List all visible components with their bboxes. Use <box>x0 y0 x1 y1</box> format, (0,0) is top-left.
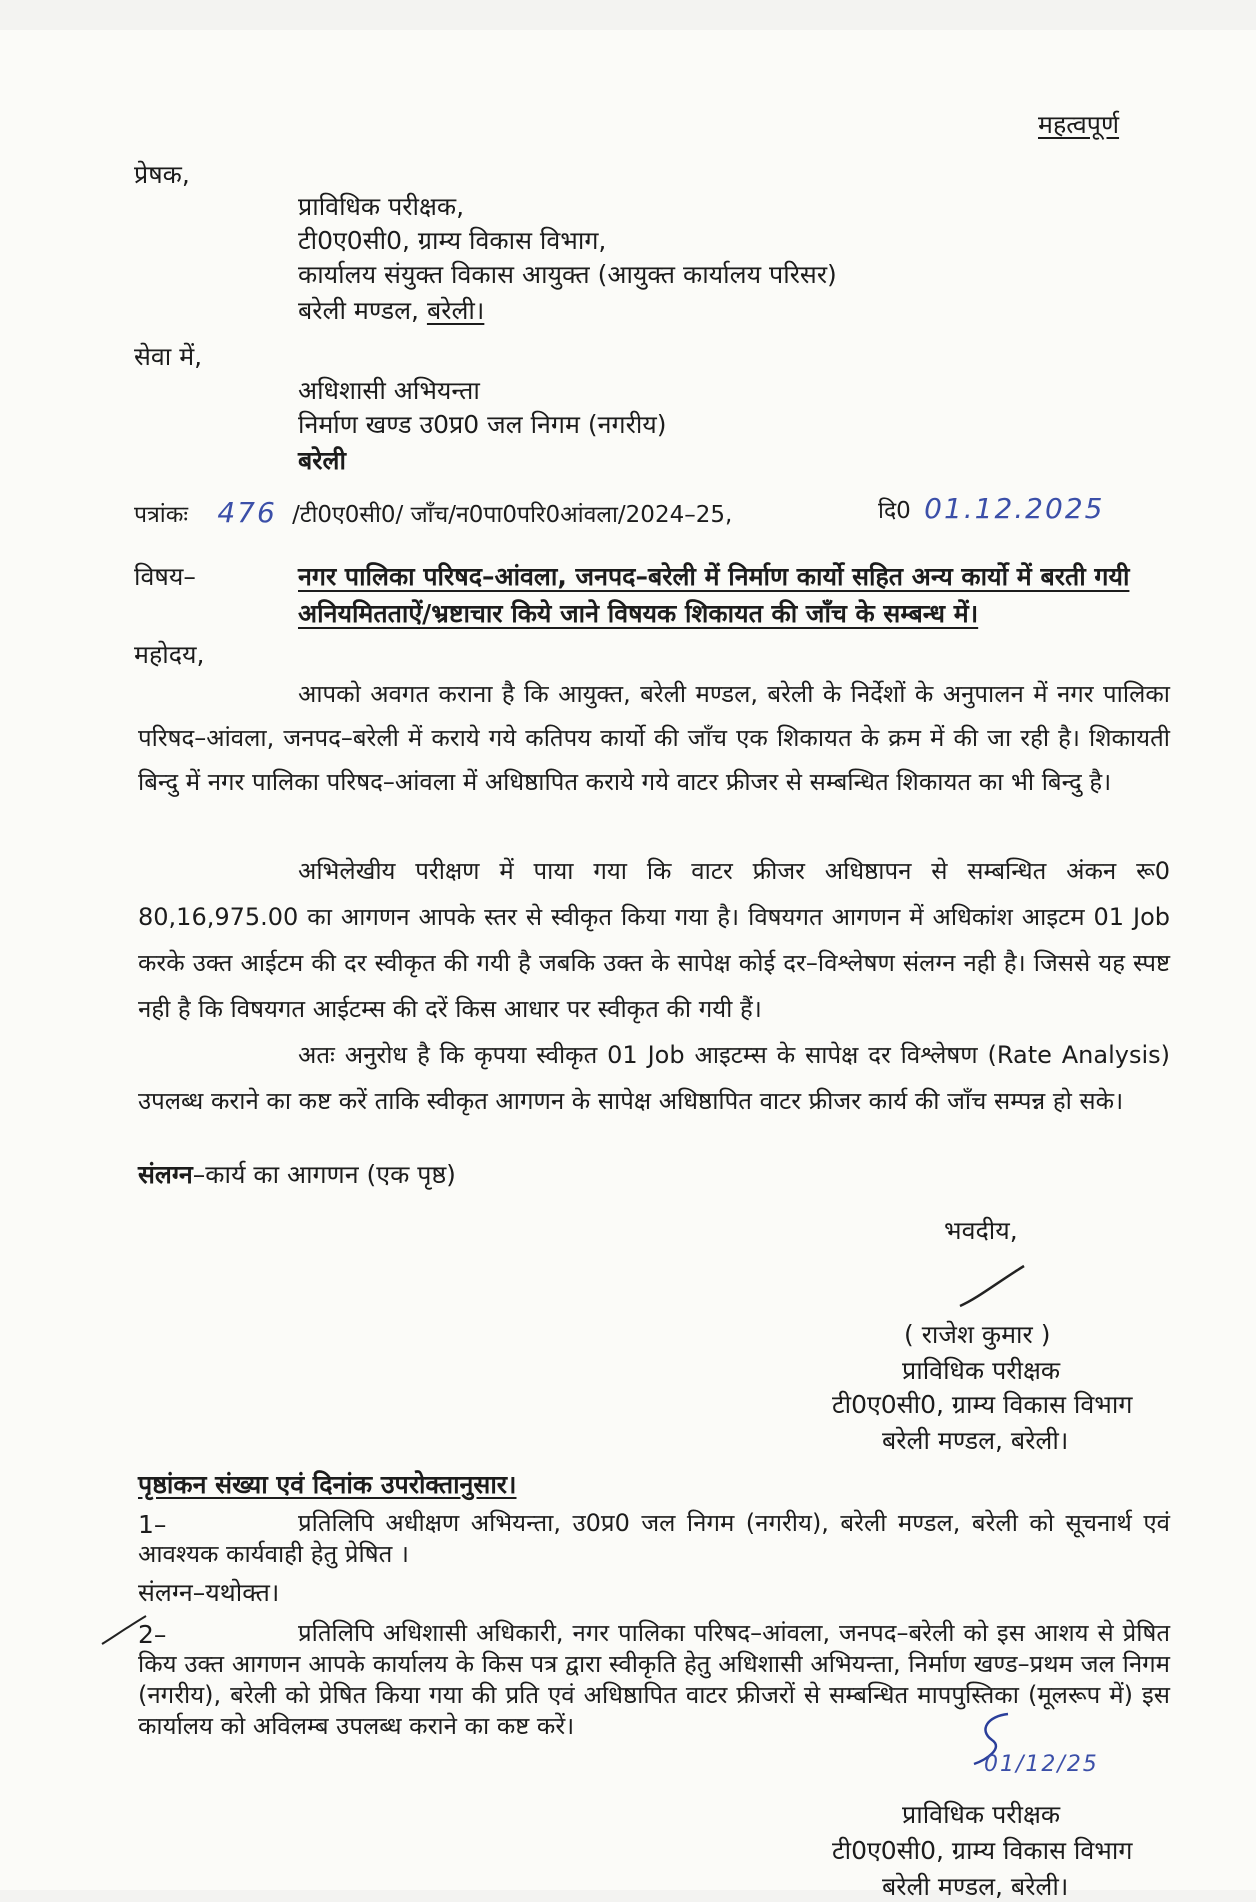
date-label: दि0 <box>878 498 911 524</box>
endorsement-text-2: प्रतिलिपि अधिशासी अधिकारी, नगर पालिका परिषद–आंवला, जनपद–बरेली को इस आशय से प्रेषित किय उक्त आगणन आपके कार्यालय के किस पत्र द्वारा स्वीकृति हेतु अधिशासी अभियन्ता, निर्माण खण्ड–प्रथम जल निगम (नगरीय), बरेली को प्रेषित किया गया की प्रति एवं अधिष्ठापित वाटर फ्रीजरों से सम्बन्धित मापपुस्तिका (मूलरूप में) इस कार्यालय को अविलम्ब उपलब्ध कराने का कष्ट करें। <box>138 1619 1170 1740</box>
letter-page <box>0 30 1256 1901</box>
importance-label: महत्वपूर्ण <box>1038 110 1120 139</box>
reference-label: पत्रांकः <box>134 502 189 528</box>
body-paragraph-3: अतः अनुरोध है कि कृपया स्वीकृत 01 Job आइटम्स के सापेक्ष दर विश्लेषण (Rate Analysis) उपलब्ध कराने का कष्ट करें ताकि स्वीकृत आगणन के सापेक्ष अधिष्ठापित वाटर फ्रीजर कार्य की जाँच सम्पन्न हो सके। <box>138 1041 1170 1115</box>
signature-mark <box>958 1262 1028 1312</box>
signatory-designation: प्राविधिक परीक्षक <box>902 1356 1061 1385</box>
sender-line-3: कार्यालय संयुक्त विकास आयुक्त (आयुक्त कार्यालय परिसर) <box>298 260 837 289</box>
endorsement-text-1: प्रतिलिपि अधीक्षण अभियन्ता, उ0प्र0 जल निगम (नगरीय), बरेली मण्डल, बरेली को सूचनार्थ एवं आवश्यक कार्यवाही हेतु प्रेषित । <box>138 1509 1170 1568</box>
signatory-place: बरेली मण्डल, बरेली। <box>882 1426 1069 1455</box>
signatory-department: टी0ए0सी0, ग्राम्य विकास विभाग <box>832 1390 1133 1419</box>
recipient-label: सेवा में, <box>134 342 203 371</box>
endorsement-number-1: 1– <box>138 1510 167 1539</box>
date-line <box>878 494 1104 526</box>
sender-label: प्रेषक, <box>134 160 190 189</box>
enclosure-line <box>138 1160 456 1190</box>
subject-label: विषय– <box>134 562 196 591</box>
sender-division: बरेली मण्डल, <box>298 296 419 325</box>
enclosure-label: संलग्न <box>138 1160 193 1189</box>
salutation: महोदय, <box>134 640 205 669</box>
endorsement-heading: पृष्ठांकन संख्या एवं दिनांक उपरोक्तानुसार। <box>138 1470 517 1499</box>
recipient-line-3: बरेली <box>298 446 346 475</box>
sender-city: बरेली। <box>426 296 485 325</box>
closing: भवदीय, <box>944 1216 1018 1245</box>
sender-line-4 <box>298 296 484 326</box>
signatory-name: ( राजेश कुमार ) <box>904 1320 1051 1349</box>
endorsement-attachment-1: संलग्न–यथोक्त। <box>138 1578 280 1607</box>
initials-date: 01/12/25 <box>984 1752 1099 1777</box>
sender-line-1: प्राविधिक परीक्षक, <box>298 192 465 221</box>
recipient-line-1: अधिशासी अभियन्ता <box>298 376 480 405</box>
subject-line-2: अनियमितताऐं/भ्रष्टाचार किये जाने विषयक शिकायत की जाँच के सम्बन्ध में। <box>298 599 979 628</box>
endorsement-number-2: 2– <box>138 1620 167 1649</box>
endorsement-place: बरेली मण्डल, बरेली। <box>882 1872 1069 1901</box>
sender-line-2: टी0ए0सी0, ग्राम्य विकास विभाग, <box>298 226 607 255</box>
body-paragraph-1: आपको अवगत कराना है कि आयुक्त, बरेली मण्डल, बरेली के निर्देशों के अनुपालन में नगर पालिका परिषद–आंवला, जनपद–बरेली में कराये गये कतिपय कार्यो की जाँच एक शिकायत के क्रम में की जा रही है। शिकायती बिन्दु में नगर पालिका परिषद–आंवला में अधिष्ठापित कराये गये वाटर फ्रीजर से सम्बन्धित शिकायत का भी बिन्दु है। <box>138 680 1170 796</box>
recipient-line-2: निर्माण खण्ड उ0प्र0 जल निगम (नगरीय) <box>298 410 667 439</box>
reference-number: 476 <box>217 496 277 529</box>
date-value: 01.12.2025 <box>924 492 1105 525</box>
reference-suffix: /टी0ए0सी0/ जाँच/न0पा0परि0आंवला/2024–25, <box>292 502 733 528</box>
body-paragraph-2: अभिलेखीय परीक्षण में पाया गया कि वाटर फ्रीजर अधिष्ठापन से सम्बन्धित अंकन रू0 80,16,975.00 का आगणन आपके स्तर से स्वीकृत किया गया है। विषयगत आगणन में अधिकांश आइटम 01 Job करके उक्त आईटम की दर स्वीकृत की गयी है जबकि उक्त के सापेक्ष कोई दर–विश्लेषण संलग्न नही है। जिससे यह स्पष्ट नही है कि विषयगत आईटम्स की दरें किस आधार पर स्वीकृत की गयी हैं। <box>138 857 1170 1023</box>
enclosure-text: –कार्य का आगणन (एक पृष्ठ) <box>192 1160 456 1189</box>
subject-line-1: नगर पालिका परिषद–आंवला, जनपद–बरेली में निर्माण कार्यो सहित अन्य कार्यो में बरती गयी <box>298 562 1130 591</box>
reference-line <box>134 498 732 530</box>
endorsement-designation: प्राविधिक परीक्षक <box>902 1800 1061 1829</box>
subject-text <box>298 558 1168 632</box>
endorsement-department: टी0ए0सी0, ग्राम्य विकास विभाग <box>832 1836 1133 1865</box>
